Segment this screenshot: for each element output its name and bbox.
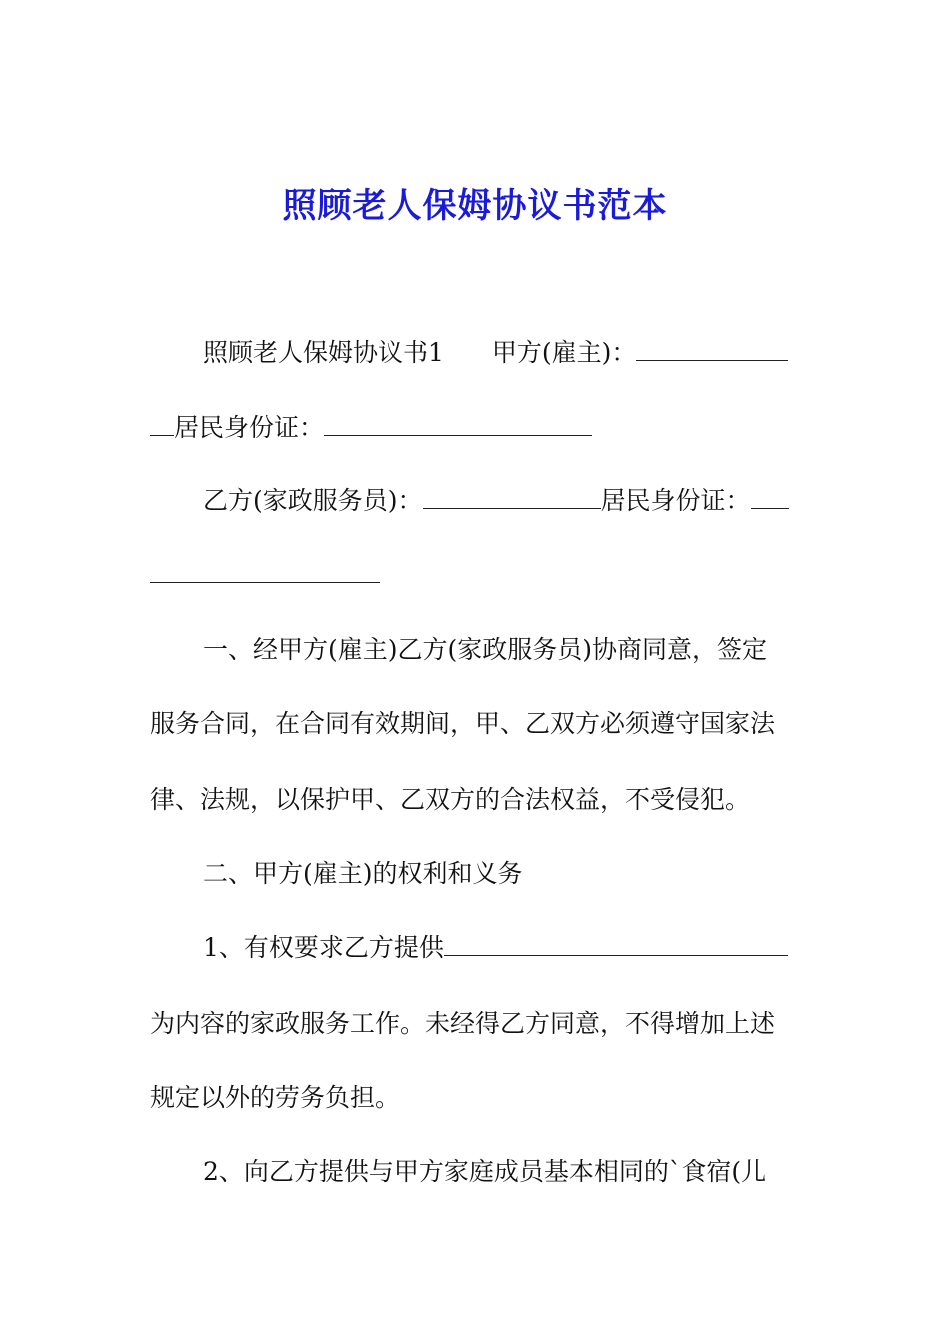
party-a-id-label: 居民身份证： [174, 413, 325, 442]
clause-1-line-3: 律、法规，以保护甲、乙双方的合法权益，不受侵犯。 [150, 785, 751, 814]
line-party-a-id [150, 413, 592, 443]
party-b-id-label: 居民身份证： [600, 486, 751, 515]
line-party-b [203, 486, 789, 516]
party-a-id-blank [324, 413, 592, 436]
item-1-blank [444, 933, 788, 956]
item-1-text: 1、有权要求乙方提供 [203, 933, 444, 962]
party-a-label: 甲方(雇主)： [491, 338, 637, 367]
agreement-heading: 照顾老人保姆协议书1 [203, 338, 444, 367]
line-party-b-id-continued [150, 560, 380, 590]
item-1-line-1 [203, 933, 788, 963]
clause-2-heading: 二、甲方(雇主)的权利和义务 [203, 859, 523, 888]
document-title: 照顾老人保姆协议书范本 [282, 186, 668, 226]
party-a-blank-continued [150, 413, 174, 436]
party-b-id-blank [751, 486, 789, 509]
party-a-blank [636, 338, 788, 361]
item-1-line-2: 为内容的家政服务工作。未经得乙方同意，不得增加上述 [150, 1009, 776, 1038]
item-2-line-1: 2、向乙方提供与甲方家庭成员基本相同的`食宿(儿 [203, 1157, 767, 1186]
party-b-blank [423, 486, 601, 509]
clause-1-line-1: 一、经甲方(雇主)乙方(家政服务员)协商同意，签定 [203, 635, 768, 664]
party-b-label: 乙方(家政服务员)： [203, 486, 423, 515]
clause-1-line-2: 服务合同，在合同有效期间，甲、乙双方必须遵守国家法 [150, 709, 776, 738]
line-party-a [203, 338, 788, 368]
party-b-id-blank-continued [150, 560, 380, 583]
item-1-line-3: 规定以外的劳务负担。 [150, 1083, 401, 1112]
